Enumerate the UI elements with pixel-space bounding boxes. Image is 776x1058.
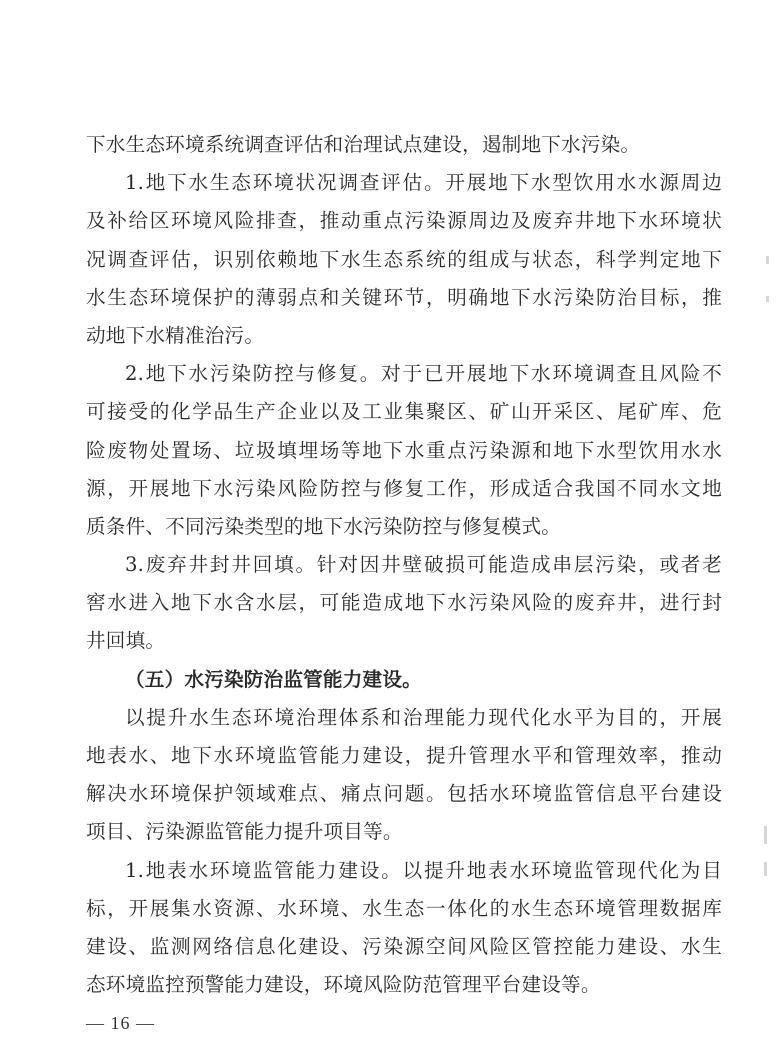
text-line: 项目、污染源监管能力提升项目等。	[86, 820, 403, 844]
page-number: — 16 —	[86, 1013, 155, 1033]
text-line: 地表水、地下水环境监管能力建设，提升管理水平和管理效率，推动	[86, 744, 722, 767]
scan-artifact	[764, 862, 767, 876]
text-line: 解决水环境保护领域难点、痛点问题。包括水环境监管信息平台建设	[86, 782, 722, 806]
scan-artifact	[766, 296, 769, 302]
text-line: 可接受的化学品生产企业以及工业集聚区、矿山开采区、尾矿库、危	[86, 400, 722, 424]
text-line: 以提升水生态环境治理体系和治理能力现代化水平为目的，开展	[125, 705, 722, 729]
document-body	[86, 126, 722, 1004]
text-line: 标，开展集水资源、水环境、水生态一体化的水生态环境管理数据库	[86, 896, 722, 920]
scan-artifact	[764, 826, 767, 844]
text-line: 3.废弃井封井回填。针对因井壁破损可能造成串层污染，或者老	[125, 553, 722, 577]
text-line: 源，开展地下水污染风险防控与修复工作，形成适合我国不同水文地	[86, 476, 722, 500]
text-line: 1.地表水环境监管能力建设。以提升地表水环境监管现代化为目	[125, 858, 722, 882]
text-line: 险废物处置场、垃圾填埋场等地下水重点污染源和地下水型饮用水水	[86, 438, 722, 462]
text-line: 井回填。	[86, 629, 166, 653]
text-line: 况调查评估，识别依赖地下水生态系统的组成与状态，科学判定地下	[86, 247, 722, 271]
text-line: 1.地下水生态环境状况调查评估。开展地下水型饮用水水源周边	[125, 171, 722, 195]
scan-artifact	[766, 256, 769, 264]
text-line: 下水生态环境系统调查评估和治理试点建设，遏制地下水污染。	[86, 133, 641, 156]
text-line: 态环境监控预警能力建设，环境风险防范管理平台建设等。	[86, 973, 601, 997]
text-line: 建设、监测网络信息化建设、污染源空间风险区管控能力建设、水生	[86, 934, 722, 958]
text-line: 窖水进入地下水含水层，可能造成地下水污染风险的废弃井，进行封	[86, 591, 722, 615]
text-line: 及补给区环境风险排查，推动重点污染源周边及废弃井地下水环境状	[86, 209, 722, 233]
section-heading: （五）水污染防治监管能力建设。	[125, 667, 422, 691]
text-line: 动地下水精准治污。	[86, 323, 265, 347]
text-line: 2.地下水污染防控与修复。对于已开展地下水环境调查且风险不	[125, 362, 722, 386]
text-line: 质条件、不同污染类型的地下水污染防控与修复模式。	[86, 514, 562, 538]
text-line: 水生态环境保护的薄弱点和关键环节，明确地下水污染防治目标，推	[86, 285, 722, 309]
